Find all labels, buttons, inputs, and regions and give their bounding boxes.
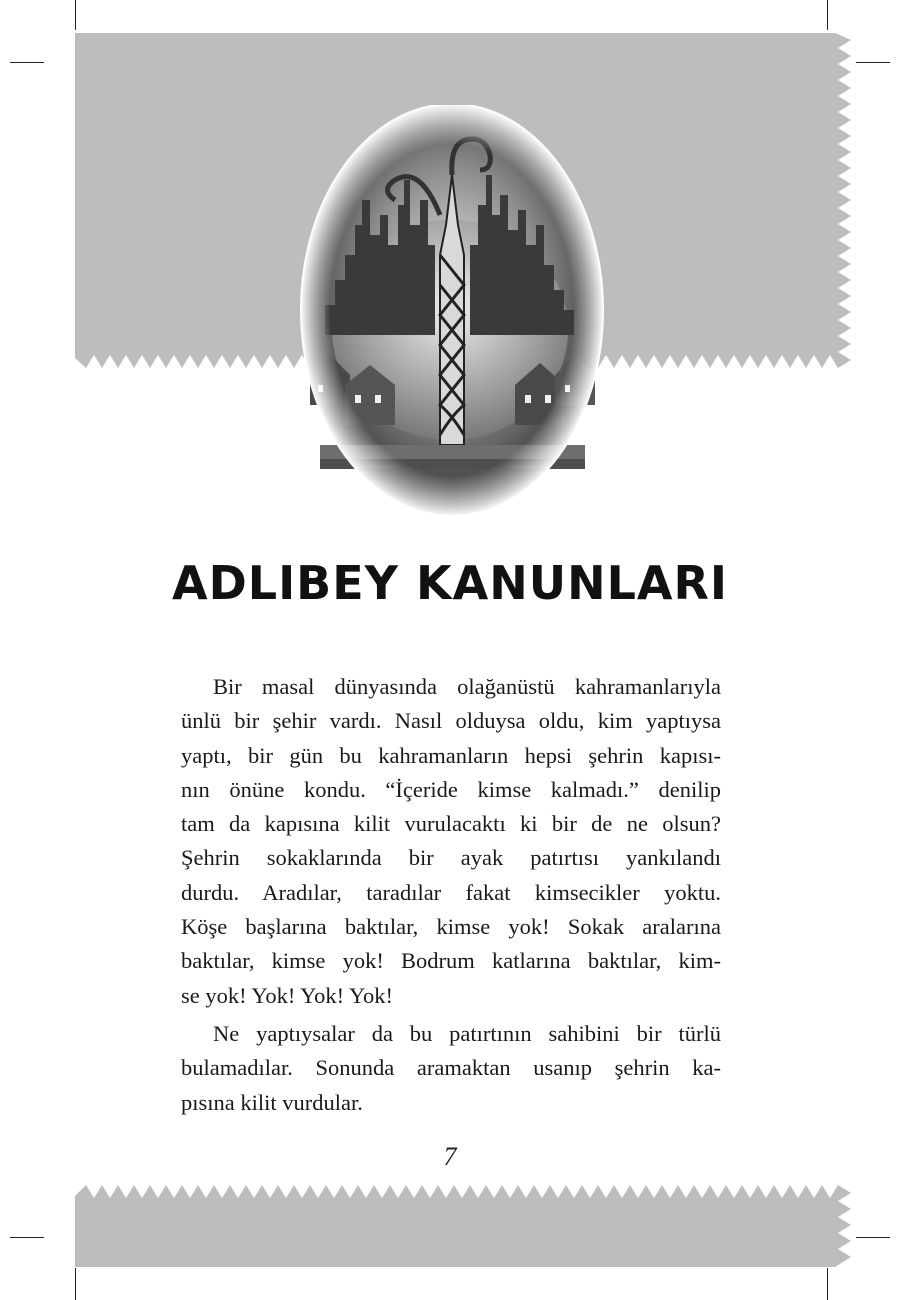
- paragraph-2: [181, 1017, 721, 1120]
- text-line: Bir masal dünyasında olağanüstü kahramanlarıyla: [213, 674, 721, 699]
- text-line: baktılar, kimse yok! Bodrum katlarına baktılar, kim-: [181, 948, 721, 974]
- text-line: Ne yaptıysalar da bu patırtının sahibini bir türlü: [213, 1020, 721, 1046]
- text-line: yaptı, bir gün bu kahramanların hepsi şehrin kapısı-: [181, 742, 721, 768]
- chapter-body-text: [181, 670, 721, 1124]
- text-line: bulamadılar. Sonunda aramaktan usanıp şehrin ka-: [181, 1055, 721, 1081]
- paragraph-1: [181, 670, 721, 1013]
- text-line: tam da kapısına kilit vurulacaktı ki bir de ne olsun?: [181, 811, 721, 837]
- text-line: se yok! Yok! Yok! Yok!: [181, 982, 393, 1008]
- chapter-title: ADLIBEY KANUNLARI: [171, 556, 729, 610]
- page-number: 7: [443, 1142, 457, 1171]
- text-line: pısına kilit vurdular.: [181, 1089, 363, 1115]
- text-line: Köşe başlarına baktılar, kimse yok! Sokak aralarına: [181, 914, 721, 940]
- text-line: durdu. Aradılar, taradılar fakat kimsecikler yoktu.: [181, 879, 721, 905]
- text-line: ünlü bir şehir vardı. Nasıl olduysa oldu, kim yaptıysa: [181, 708, 721, 734]
- city-under-dome-illustration: [300, 105, 605, 520]
- text-line: nın önüne kondu. “İçeride kimse kalmadı.” denilip: [181, 776, 721, 802]
- text-line: Şehrin sokaklarında bir ayak patırtısı yankılandı: [181, 845, 721, 871]
